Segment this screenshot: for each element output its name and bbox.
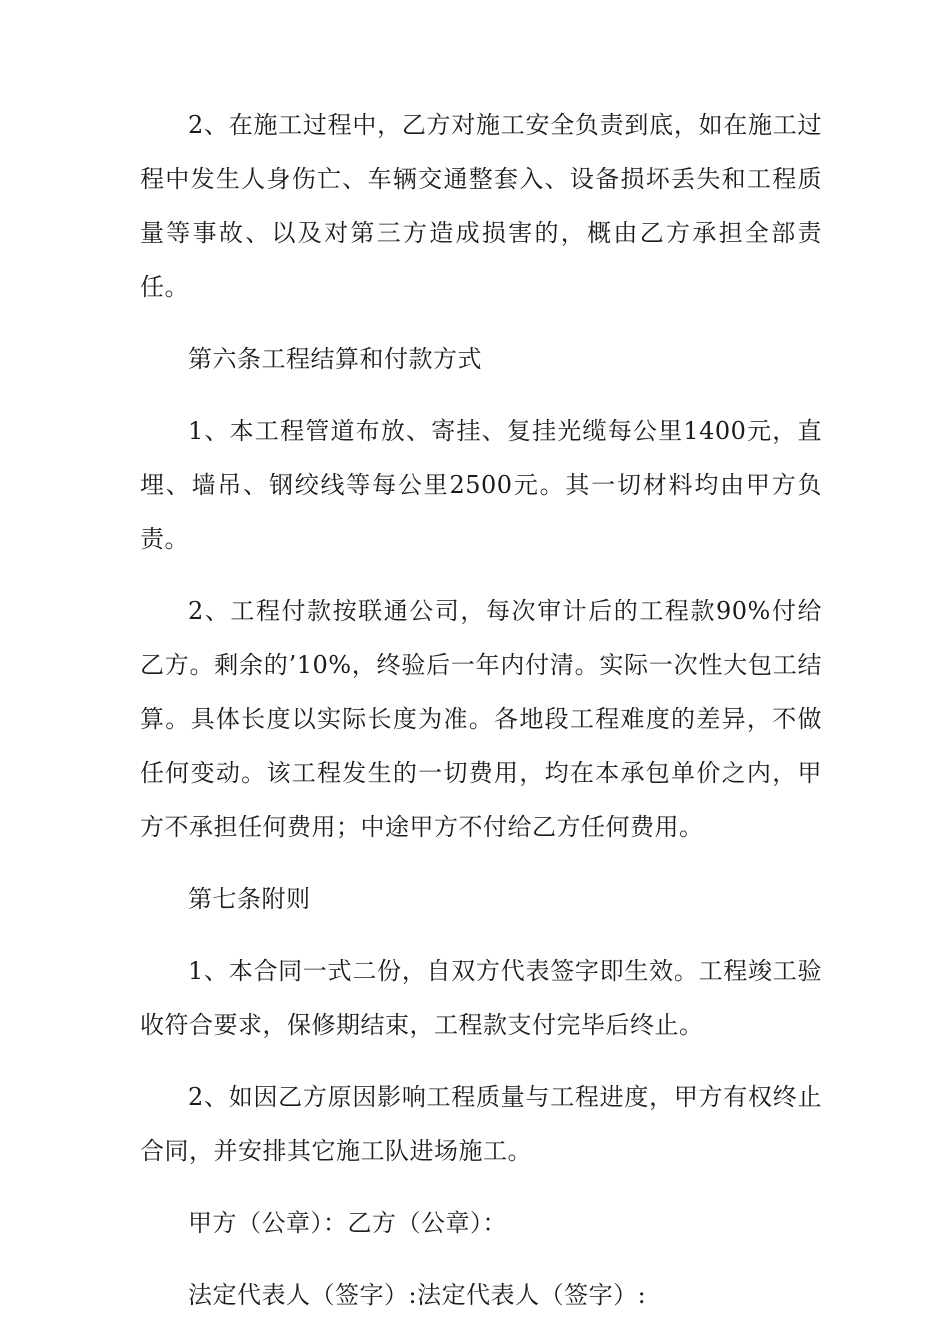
article-six-heading: 第六条工程结算和付款方式 [188, 345, 482, 373]
legal-representative-signature-line: 法定代表人（签字）:法定代表人（签字）: [188, 1281, 647, 1309]
article-seven-heading: 第七条附则 [188, 885, 311, 913]
party-seals-line: 甲方（公章）：乙方（公章）： [188, 1209, 507, 1237]
clause-unit-price: 1、本工程管道布放、寄挂、复挂光缆每公里1400元，直埋、墙吊、钢绞线等每公里2500元。其一切材料均由甲方负责。 [140, 417, 822, 553]
clause-contract-validity: 1、本合同一式二份，自双方代表签字即生效。工程竣工验收符合要求，保修期结束，工程款支付完毕后终止。 [140, 957, 822, 1039]
clause-termination: 2、如因乙方原因影响工程质量与工程进度，甲方有权终止合同，并安排其它施工队进场施工。 [140, 1083, 822, 1165]
clause-safety-responsibility: 2、在施工过程中，乙方对施工安全负责到底，如在施工过程中发生人身伤亡、车辆交通整套入、设备损坏丢失和工程质量等事故、以及对第三方造成损害的，概由乙方承担全部责任。 [140, 111, 822, 301]
clause-payment-terms: 2、工程付款按联通公司，每次审计后的工程款90%付给乙方。剩余的’10%，终验后一年内付清。实际一次性大包工结算。具体长度以实际长度为准。各地段工程难度的差异，不做任何变动。该工程发生的一切费用，均在本承包单价之内，甲方不承担任何费用；中途甲方不付给乙方任何费用。 [140, 597, 822, 841]
document-body [140, 98, 822, 1340]
